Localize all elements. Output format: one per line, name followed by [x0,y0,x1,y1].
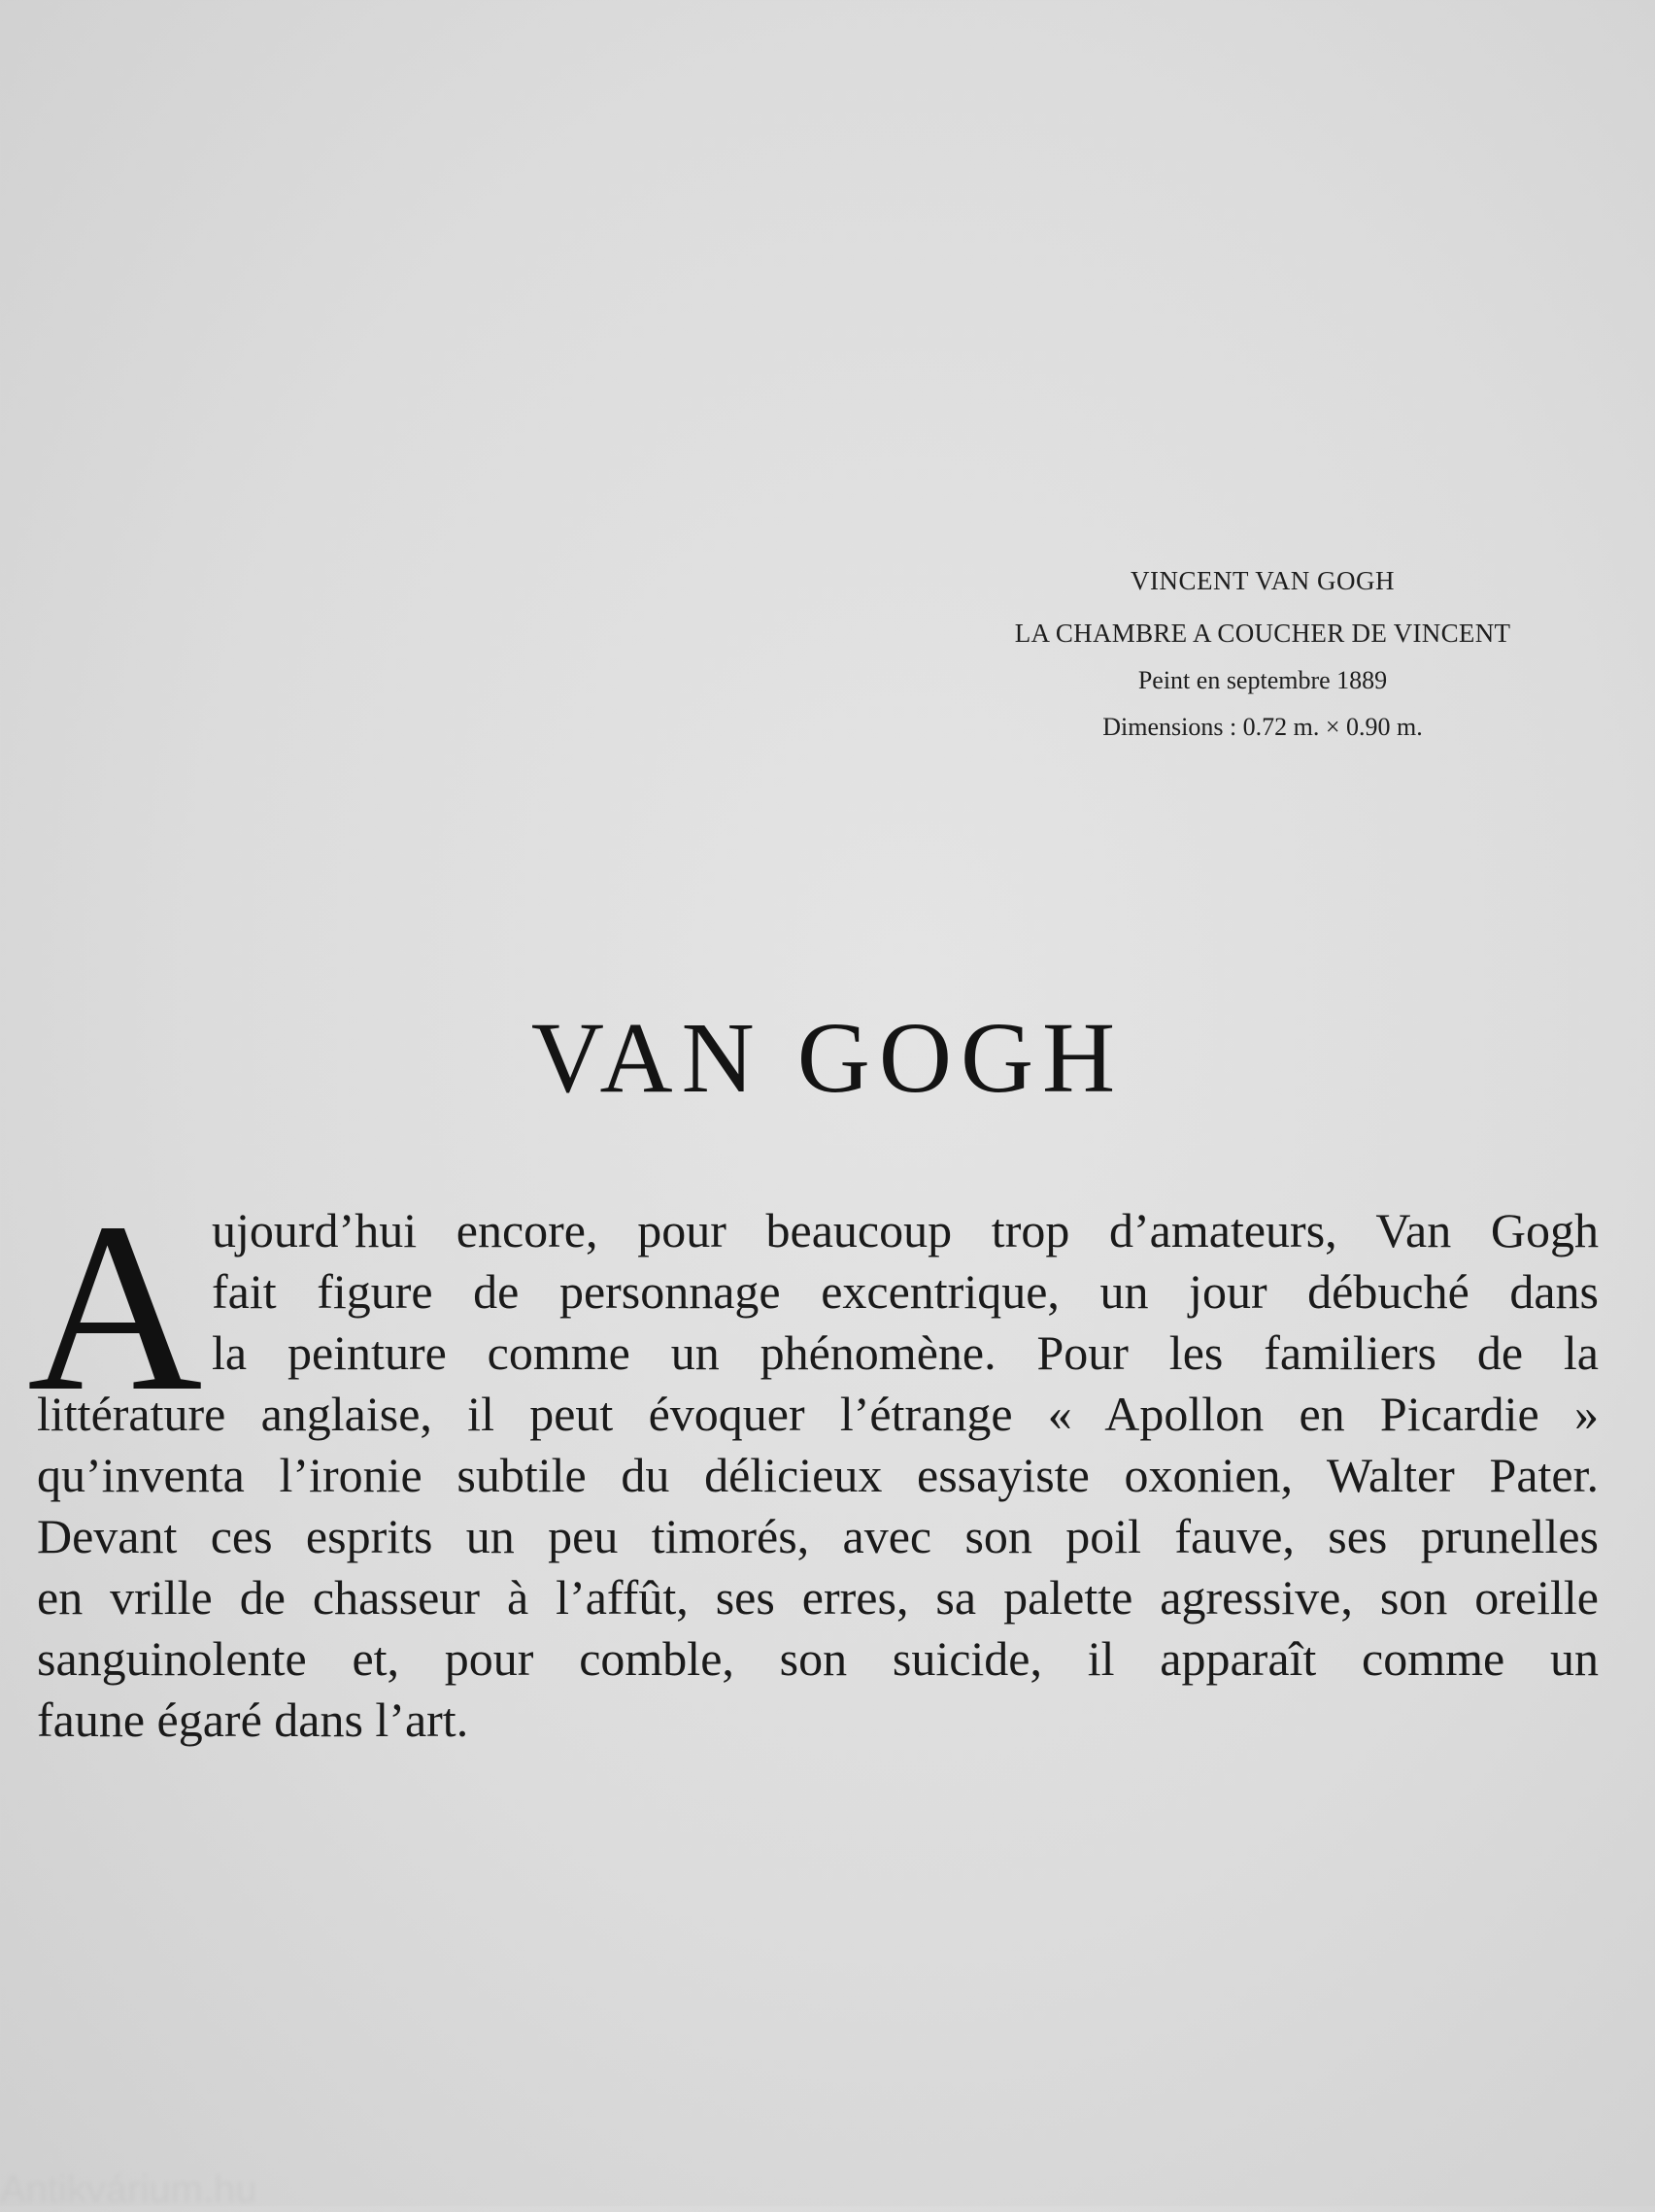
caption-work-title: LA CHAMBRE A COUCHER DE VINCENT [1014,619,1511,648]
caption-date: Peint en septembre 1889 [1137,666,1388,694]
body-line: littérature anglaise, il peut évoquer l’étrange « Apollon en Picardie » [37,1387,1599,1441]
page-title: VAN GOGH [530,1002,1125,1114]
drop-cap: A [27,1173,203,1442]
body-paragraph [37,1200,1599,1751]
caption-artist: VINCENT VAN GOGH [1130,566,1395,595]
body-line: faune égaré dans l’art. [37,1693,469,1747]
body-line: qu’inventa l’ironie subtile du délicieux essayiste oxonien, Walter Pater. [37,1448,1599,1502]
caption-dimensions: Dimensions : 0.72 m. × 0.90 m. [1102,713,1423,741]
body-line: Devant ces esprits un peu timorés, avec son poil fauve, ses prunelles [37,1509,1599,1563]
watermark: Antikvárium.hu [0,2168,257,2211]
body-line: sanguinolente et, pour comble, son suicide, il apparaît comme un [37,1631,1599,1686]
plate-caption [932,568,1593,740]
body-line: la peinture comme un phénomène. Pour les familiers de la [212,1325,1599,1380]
body-line: fait figure de personnage excentrique, un jour débuché dans [212,1264,1599,1319]
body-line: ujourd’hui encore, pour beaucoup trop d’amateurs, Van Gogh [212,1203,1599,1257]
body-line: en vrille de chasseur à l’affût, ses erres, sa palette agressive, son oreille [37,1570,1599,1625]
